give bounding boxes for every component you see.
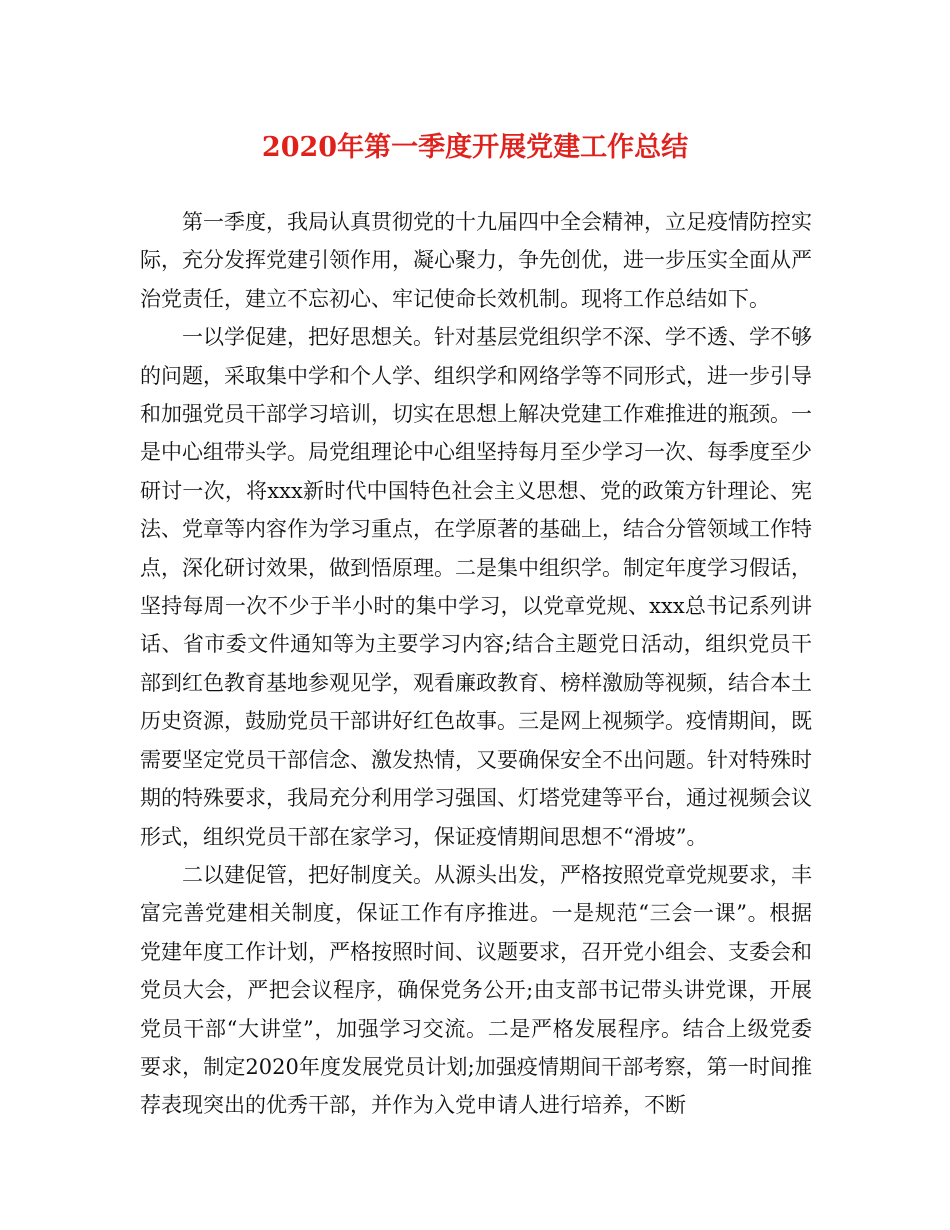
paragraph-section-one: 一以学促建，把好思想关。针对基层党组织学不深、学不透、学不够的问题，采取集中学和个人学、组织学和网络学等不同形式，进一步引导和加强党员干部学习培训，切实在思想上解决党建工作难推进的瓶颈。一是中心组带头学。局党组理论中心组坚持每月至少学习一次、每季度至少研讨一次，将xxx新时代中国特色社会主义思想、党的政策方针理论、宪法、党章等内容作为学习重点，在学原著的基础上，结合分管领域工作特点，深化研讨效果，做到悟原理。二是集中组织学。制定年度学习假话，坚持每周一次不少于半小时的集中学习，以党章党规、xxx总书记系列讲话、省市委文件通知等为主要学习内容;结合主题党日活动，组织党员干部到红色教育基地参观见学，观看廉政教育、榜样激励等视频，结合本土历史资源，鼓励党员干部讲好红色故事。三是网上视频学。疫情期间，既需要坚定党员干部信念、激发热情，又要确保安全不出问题。针对特殊时期的特殊要求，我局充分利用学习强国、灯塔党建等平台，通过视频会议形式，组织党员干部在家学习，保证疫情期间思想不“滑坡”。 [140, 325, 812, 849]
paragraph-section-two: 二以建促管，把好制度关。从源头出发，严格按照党章党规要求，丰富完善党建相关制度，保证工作有序推进。一是规范“三会一课”。根据党建年度工作计划，严格按照时间、议题要求，召开党小组会、支委会和党员大会，严把会议程序，确保党务公开;由支部书记带头讲党课，开展党员干部“大讲堂”，加强学习交流。二是严格发展程序。结合上级党委要求，制定2020年度发展党员计划;加强疫情期间干部考察，第一时间推荐表现突出的优秀干部，并作为入党申请人进行培养，不断 [140, 862, 812, 1118]
document-title: 2020年第一季度开展党建工作总结 [261, 132, 689, 163]
paragraph-intro: 第一季度，我局认真贯彻党的十九届四中全会精神，立足疫情防控实际，充分发挥党建引领作用，凝心聚力，争先创优，进一步压实全面从严治党责任，建立不忘初心、牢记使命长效机制。现将工作总结如下。 [140, 210, 812, 311]
document-body [140, 203, 812, 1125]
